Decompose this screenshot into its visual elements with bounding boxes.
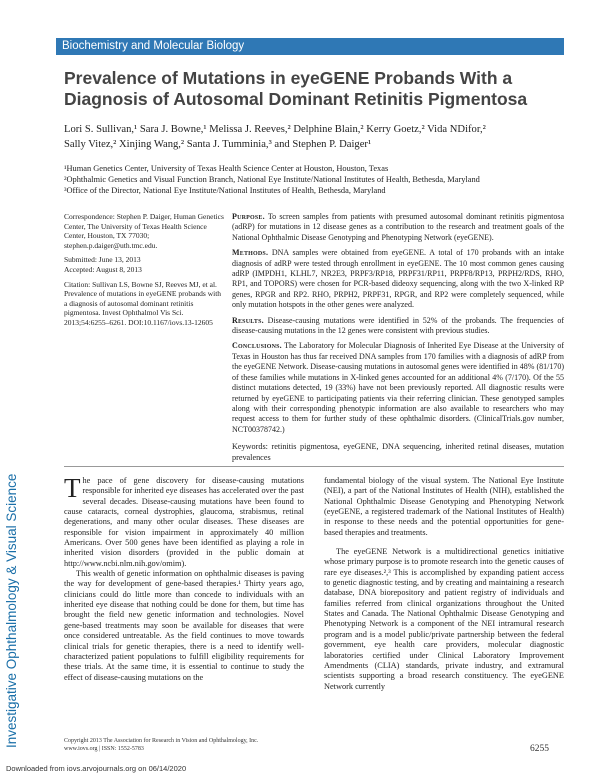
methods-label: Methods. xyxy=(232,248,269,258)
page-number: 6255 xyxy=(530,744,549,754)
affiliation-3: ³Office of the Director, National Eye Institute/National Institutes of Health, Bethesda, Maryland xyxy=(64,186,386,195)
body-column-1 xyxy=(64,473,304,683)
keywords: Keywords: retinitis pigmentosa, eyeGENE, DNA sequencing, inherited retinal diseases, mutation prevalences xyxy=(232,442,564,463)
submitted-date: Submitted: June 13, 2013 xyxy=(64,255,141,265)
body-paragraph-text: he pace of gene discovery for disease-causing mutations responsible for inherited eye diseases has accelerated over the past several decades. Disease-causing mutations have been found to cause cataracts, corneal dystrophies, glaucoma, strabismus, retinal degenerations, and many other ocular diseases. These diseases are responsible for vision impairment in approximately 40 million Americans. Over 500 genes have been identified as playing a role in inherited vision disorders (provided in the public domain at http://www.ncbi.nlm.nih.gov/omim). xyxy=(64,476,304,568)
abstract-conclusions xyxy=(232,341,564,435)
author-line-2: Sally Vitez,² Xinjing Wang,² Santa J. Tumminia,³ and Stephen P. Daiger¹ xyxy=(64,138,372,150)
download-notice: Downloaded from iovs.arvojournals.org on 06/14/2020 xyxy=(6,764,187,773)
author-line-1: Lori S. Sullivan,¹ Sara J. Bowne,¹ Melissa J. Reeves,² Delphine Blain,² Kerry Goetz,² Vida NDifor,² xyxy=(64,124,486,135)
copyright-footer xyxy=(64,737,444,753)
section-divider xyxy=(64,466,564,467)
conclusions-label: Conclusions. xyxy=(232,341,282,351)
drop-cap: T xyxy=(64,473,81,503)
article-title: Prevalence of Mutations in eyeGENE Probands With a Diagnosis of Autosomal Dominant Retinitis Pigmentosa xyxy=(64,68,528,109)
body-column-2 xyxy=(324,476,564,692)
citation: Citation: Sullivan LS, Bowne SJ, Reeves MJ, et al. Prevalence of mutations in eyeGENE probands with a diagnosis of autosomal dominant retinitis pigmentosa. Invest Ophthalmol Vis Sci. 2013;54:6255–6261. DOI:10.1167/iovs.13-12605 xyxy=(64,279,222,327)
abstract-results xyxy=(232,316,564,337)
section-banner: Biochemistry and Molecular Biology xyxy=(56,38,564,55)
journal-sidebar-name: Investigative Ophthalmology & Visual Science xyxy=(4,473,19,748)
author-list xyxy=(64,123,564,152)
body-paragraph: fundamental biology of the visual system. The National Eye Institute (NEI), a part of the National Institutes of Health (NIH), established the National Ophthalmic Disease Genotyping and Phenotyping Network (eyeGENE, a registered trademark of the National Institutes of Health) in response to these needs and the potential opportunities for gene-based therapies and treatments. xyxy=(324,476,564,537)
copyright-line: Copyright 2013 The Association for Research in Vision and Ophthalmology, Inc. xyxy=(64,738,259,744)
purpose-label: Purpose. xyxy=(232,212,265,221)
affiliations xyxy=(64,163,564,196)
article-info-column xyxy=(64,212,226,333)
results-text: Disease-causing mutations were identified in 52% of the probands. The frequencies of disease-causing mutations in the 12 genes were consistent with previous studies. xyxy=(232,315,564,336)
correspondence: Correspondence: Stephen P. Daiger, Human Genetics Center, The University of Texas Health Science Center, Houston, TX 77030; stephen.p.daiger@uth.tmc.edu. xyxy=(64,212,224,250)
abstract-methods xyxy=(232,248,564,310)
results-label: Results. xyxy=(232,315,264,325)
affiliation-1: ¹Human Genetics Center, University of Texas Health Science Center at Houston, Houston, Texas xyxy=(64,164,389,173)
body-paragraph: This wealth of genetic information on ophthalmic diseases is paving the way for development of gene-based therapies.¹ Thirty years ago, clinicians could do little more than concede to individuals with an inherited eye disease that nothing could be done for them, but time has brought the field new genetic information and technologies. Novel gene-based treatments may soon be available for diseases that were once considered untreatable. As the field continues to move towards clinical trials for genetic therapies, there is a need to identify well-characterized patient populations to fulfill eligibility requirements for these trials. At the same time, it is essential to continue to study the effect of disease-causing mutations on the xyxy=(64,569,304,682)
accepted-date: Accepted: August 8, 2013 xyxy=(64,264,142,274)
body-paragraph: The eyeGENE Network is a multidirectional genetics initiative whose primary purpose is to promote research into the genetic causes of rare eye diseases.²,³ This is accomplished by expanding patient access to genetic diagnostic testing, and by creating and maintaining a research database, DNA biorepository and patient registry of individuals and families referred from clinical organizations throughout the United States and Canada. The National Ophthalmic Disease Genotyping and Phenotyping Network is a component of the NEI intramural research program and is a model public/private partnership between the federal government, eye health care providers, molecular diagnostic laboratories certified under Clinical Laboratory Improvement Amendments (CLIA) standards, private industry, and extramural scientists supporting a broad research constituency. The eyeGENE Network currently xyxy=(324,547,564,691)
methods-text: DNA samples were obtained from eyeGENE. A total of 170 probands with an intake diagnosis of adRP were tested through enrollment in eyeGENE. The 10 most common genes causing adRP (IMPDH1, KLHL7, NR2E3, PRPF3/RP18, PRPF31/RP11, PRPF8/RP13, PRPH2/RDS, RHO, RP1, and TOPORS) were chosen for PCR-based dideoxy sequencing, along with the two X-linked RP genes, RPGR and RP2. RHO, PRPH2, PRPF31, RPGR, and RP2 were completely sequenced, while only mutation hotspots in the other genes were analyzed. xyxy=(232,248,565,310)
issn-line: www.iovs.org | ISSN: 1552-5783 xyxy=(64,746,144,752)
purpose-text: To screen samples from patients with presumed autosomal dominant retinitis pigmentosa (adRP) for mutations in 12 disease genes as a contribution to the research and treatment goals of the National Ophthalmic Disease Genotyping and Phenotyping Network (eyeGENE). xyxy=(232,212,565,242)
affiliation-2: ²Ophthalmic Genetics and Visual Function Branch, National Eye Institute/National Institutes of Health, Bethesda, Maryland xyxy=(64,175,480,184)
journal-sidebar xyxy=(0,0,40,776)
abstract xyxy=(232,212,564,463)
abstract-purpose xyxy=(232,212,564,243)
body-paragraph xyxy=(64,473,304,569)
conclusions-text: The Laboratory for Molecular Diagnosis of Inherited Eye Disease at the University of Texas in Houston has thus far received DNA samples from 170 families with a diagnosis of adRP from the eyeGENE Network. Disease-causing mutations in autosomal genes were identified in 48% (81/170) of these families while mutations in X-linked genes accounted for an additional 4% (7/170). Of the 55 distinct mutations detected, 19 (33%) have not been previously reported. All diagnostic results were returned by eyeGENE to participating patients via their referring clinician. These genotyped samples along with their corresponding phenotypic information are also available to researchers who may request access to them for further study of these ophthalmic disorders. (ClinicalTrials.gov number, NCT00378742.) xyxy=(232,341,564,434)
